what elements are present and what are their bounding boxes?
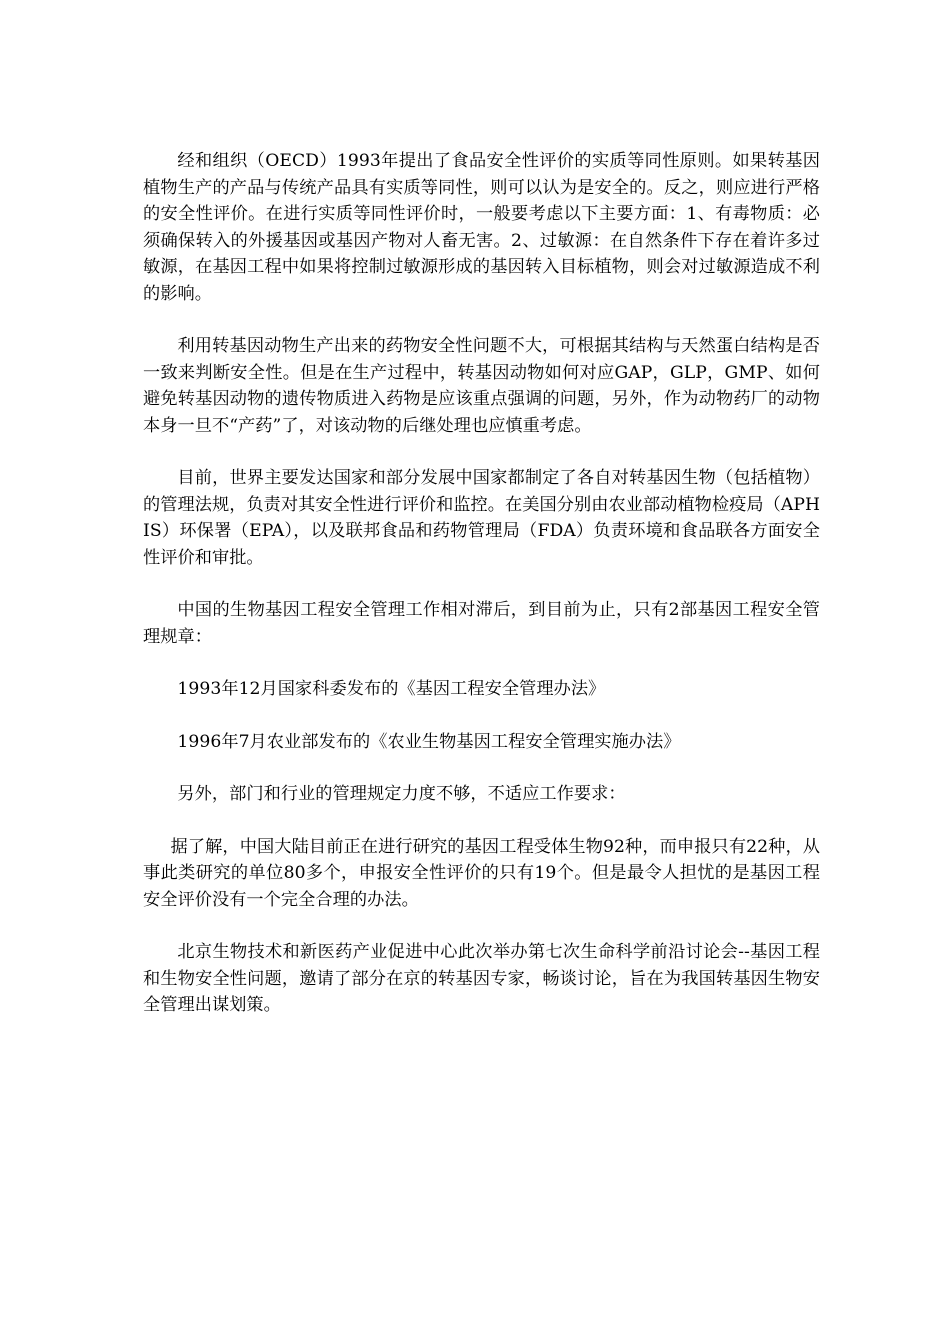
paragraph-transgenic-animal-drugs: 利用转基因动物生产出来的药物安全性问题不大，可根据其结构与天然蛋白结构是否一致来判断安全性。但是在生产过程中，转基因动物如何对应GAP，GLP，GMP、如何避免转基因动物的遗传物质进入药物是应该重点强调的问题，另外，作为动物药厂的动物本身一旦不“产药”了，对该动物的后继处理也应慎重考虑。 [143,336,820,436]
document-page [143,148,820,1019]
paragraph-oecd-principle: 经和组织（OECD）1993年提出了食品安全性评价的实质等同性原则。如果转基因植物生产的产品与传统产品具有实质等同性，则可以认为是安全的。反之，则应进行严格的安全性评价。在进行实质等同性评价时，一般要考虑以下主要方面：1、有毒物质：必须确保转入的外援基因或基因产物对人畜无害。2、过敏源：在自然条件下存在着许多过敏源，在基因工程中如果将控制过敏源形成的基因转入目标植物，则会对过敏源造成不利的影响。 [143,151,820,304]
paragraph-seminar: 北京生物技术和新医药产业促进中心此次举办第七次生命科学前沿讨论会--基因工程和生物安全性问题，邀请了部分在京的转基因专家，畅谈讨论，旨在为我国转基因生物安全管理出谋划策。 [143,942,820,1015]
paragraph-research-statistics: 据了解，中国大陆目前正在进行研究的基因工程受体生物92种，而申报只有22种，从事此类研究的单位80多个，申报安全性评价的只有19个。但是最令人担忧的是基因工程安全评价没有一个完全合理的办法。 [143,836,820,910]
paragraph-industry-rules: 另外，部门和行业的管理规定力度不够，不适应工作要求： [177,784,626,804]
paragraph-regulation-1996: 1996年7月农业部发布的《农业生物基因工程安全管理实施办法》 [177,731,681,752]
paragraph-regulation-1993: 1993年12月国家科委发布的《基因工程安全管理办法》 [177,679,606,699]
paragraph-international-regulations: 目前，世界主要发达国家和部分发展中国家都制定了各自对转基因生物（包括植物）的管理法规，负责对其安全性进行评价和监控。在美国分别由农业部动植物检疫局（APHIS）环保署（EPA），以及联邦食品和药物管理局（FDA）负责环境和食品联各方面安全性评价和审批。 [143,468,820,568]
paragraph-china-management: 中国的生物基因工程安全管理工作相对滞后，到目前为止，只有2部基因工程安全管理规章： [143,600,820,647]
